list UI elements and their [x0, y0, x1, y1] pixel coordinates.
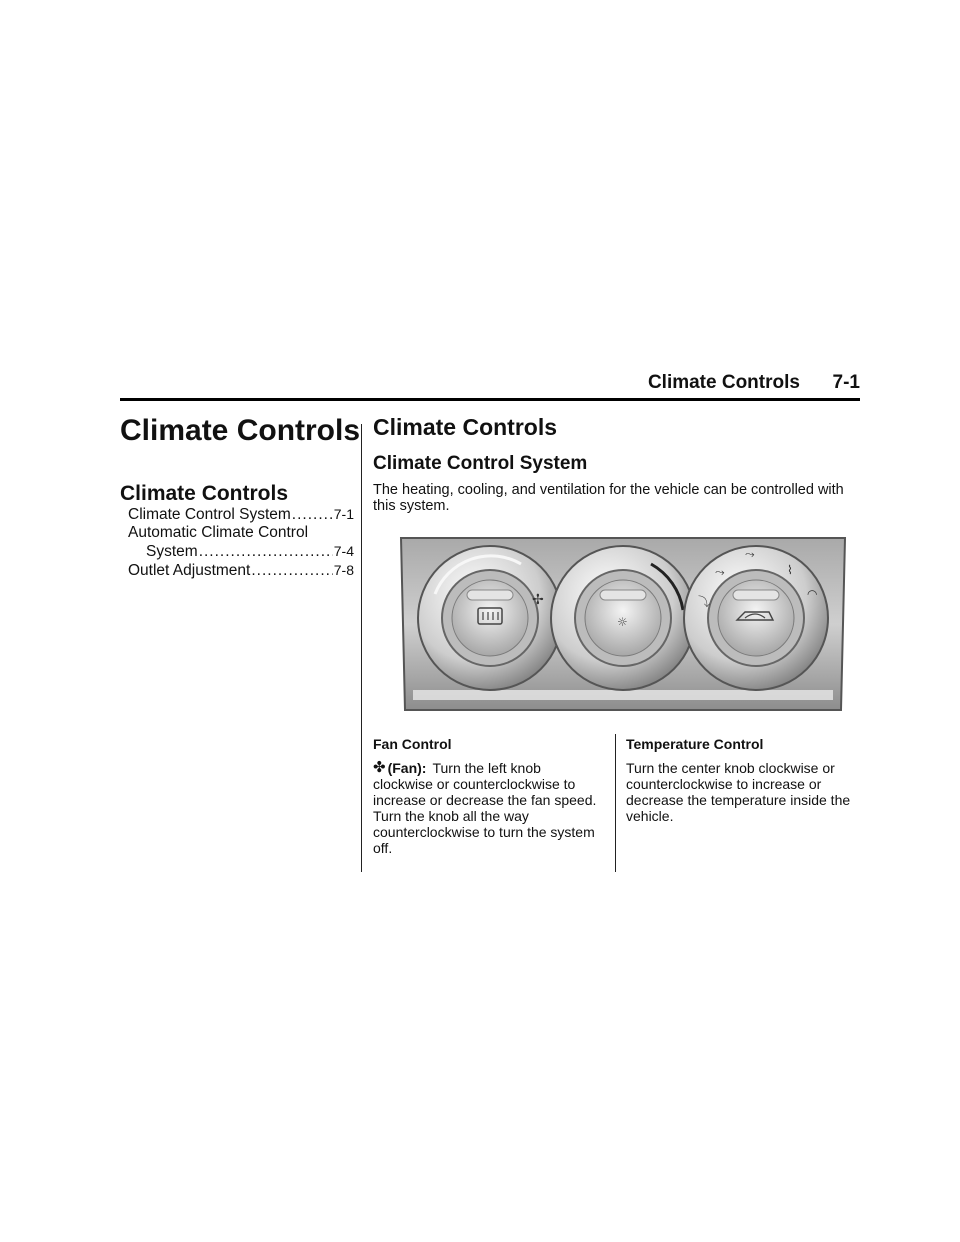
temperature-control-body: Turn the center knob clockwise or counterclockwise to increase or decrease the temperature inside the vehicle.: [626, 760, 851, 824]
toc-entry-continuation[interactable]: [128, 542, 354, 561]
toc-entry[interactable]: [128, 524, 354, 542]
svg-text:⤵: ⤵: [698, 595, 711, 609]
climate-control-panel-illustration: [395, 534, 851, 714]
header-section-title: Climate Controls: [647, 372, 800, 393]
vent-mode-icon: [745, 547, 755, 561]
toc-entry[interactable]: [128, 561, 354, 580]
fan-label: (Fan):: [387, 760, 427, 776]
toc-leader: [251, 562, 332, 580]
mode-knob[interactable]: [684, 546, 828, 690]
toc-entry[interactable]: [128, 505, 354, 524]
header-rule: [120, 398, 860, 401]
svg-text:✢: ✢: [532, 592, 544, 608]
fan-control-body: clockwise or counterclockwise to increase or decrease the fan speed. Turn the knob all the way counterclockwise to turn the system off.: [373, 776, 597, 856]
svg-text:⤳: ⤳: [745, 547, 755, 561]
fan-knob[interactable]: [418, 546, 562, 690]
fan-control-label-line: [373, 760, 609, 776]
section-subtitle: Climate Control System: [373, 453, 588, 474]
svg-text:⤳: ⤳: [715, 565, 725, 579]
floor-mode-icon: [698, 595, 710, 609]
svg-text:◠: ◠: [807, 587, 818, 601]
svg-text:☼: ☼: [617, 615, 628, 629]
section-title: Climate Controls: [373, 414, 558, 440]
intro-paragraph: The heating, cooling, and ventilation for the vehicle can be controlled with this system.: [373, 482, 844, 514]
table-of-contents: [128, 505, 354, 580]
ac-icon: [617, 615, 628, 629]
chapter-subtitle: Climate Controls: [120, 482, 289, 505]
header-page-number: 7-1: [832, 372, 860, 393]
fan-control-section: [373, 736, 609, 856]
toc-entry-page: 7-4: [333, 543, 354, 559]
toc-entry-page: 7-8: [333, 562, 354, 578]
column-divider: [361, 424, 362, 872]
toc-entry-text: Climate Control System: [128, 506, 291, 523]
toc-leader: [199, 543, 333, 561]
fan-control-heading: Fan Control: [373, 736, 452, 752]
toc-leader: [292, 506, 333, 524]
toc-entry-page: 7-1: [333, 506, 354, 522]
toc-entry-text: System: [146, 543, 198, 560]
bi-level-mode-icon: [715, 565, 725, 579]
temperature-control-heading: Temperature Control: [626, 736, 764, 752]
page-header: [120, 372, 860, 398]
chapter-title: Climate Controls: [120, 414, 361, 447]
toc-entry-text: Automatic Climate Control: [128, 524, 309, 541]
column-divider-lower: [615, 734, 616, 872]
svg-text:⌇: ⌇: [787, 563, 793, 577]
fan-first-line: Turn the left knob: [432, 760, 541, 776]
header-title: [648, 372, 860, 394]
temperature-control-section: [626, 736, 856, 824]
fan-icon: [532, 592, 544, 608]
temperature-knob[interactable]: [551, 546, 695, 690]
fan-icon: ✤: [373, 759, 386, 776]
toc-entry-text: Outlet Adjustment: [128, 562, 251, 579]
